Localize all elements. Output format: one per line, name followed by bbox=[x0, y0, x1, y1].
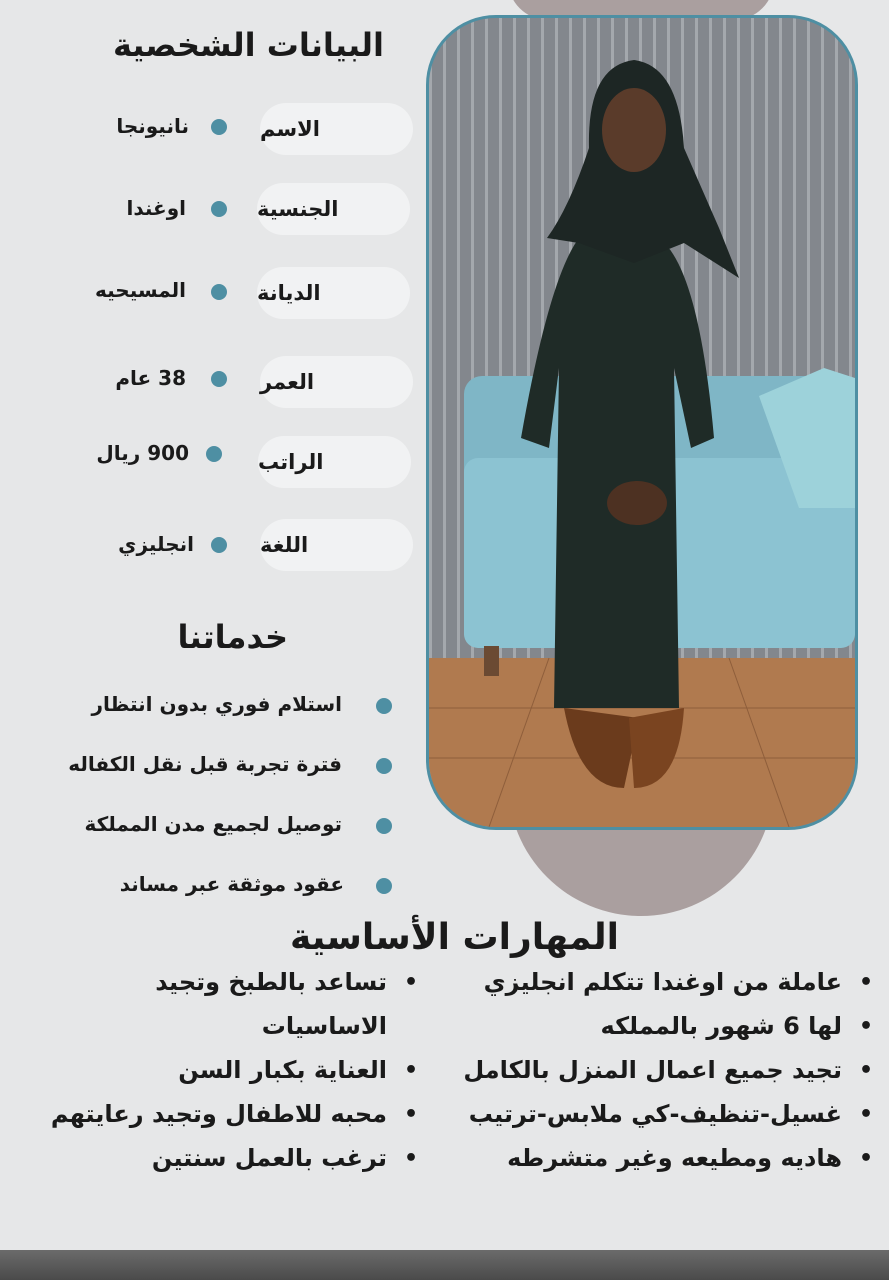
skill-item: لها 6 شهور بالمملكه bbox=[600, 1012, 842, 1040]
bullet-dot bbox=[211, 201, 227, 217]
footer-bar bbox=[0, 1250, 889, 1280]
label-age: العمر bbox=[260, 356, 413, 408]
worker-photo bbox=[426, 15, 858, 830]
service-item: فترة تجربة قبل نقل الكفاله bbox=[68, 752, 342, 776]
label-salary: الراتب bbox=[258, 436, 411, 488]
skill-bullet: • bbox=[859, 1058, 874, 1083]
skill-bullet: • bbox=[859, 1102, 874, 1127]
bullet-dot bbox=[376, 758, 392, 774]
value-nationality: اوغندا bbox=[126, 196, 186, 220]
value-age: 38 عام bbox=[115, 366, 186, 390]
skills-title: المهارات الأساسية bbox=[289, 917, 619, 958]
value-language: انجليزي bbox=[118, 532, 194, 556]
bullet-dot bbox=[211, 119, 227, 135]
skill-bullet: • bbox=[859, 1014, 874, 1039]
service-item: عقود موثقة عبر مساند bbox=[119, 872, 344, 896]
skill-bullet: • bbox=[404, 1146, 419, 1171]
skill-bullet: • bbox=[859, 970, 874, 995]
skill-item: عاملة من اوغندا تتكلم انجليزي bbox=[483, 968, 842, 996]
bullet-dot bbox=[376, 818, 392, 834]
bullet-dot bbox=[211, 537, 227, 553]
skill-bullet: • bbox=[859, 1146, 874, 1171]
skill-item: تجيد جميع اعمال المنزل بالكامل bbox=[463, 1056, 842, 1084]
value-name: نانيونجا bbox=[116, 114, 189, 138]
skill-item: محبه للاطفال وتجيد رعايتهم bbox=[50, 1100, 387, 1128]
bullet-dot bbox=[211, 371, 227, 387]
services-title: خدماتنا bbox=[177, 618, 288, 656]
value-salary: 900 ريال bbox=[96, 441, 189, 465]
skill-item-continued: الاساسيات bbox=[261, 1012, 387, 1040]
service-item: توصيل لجميع مدن المملكة bbox=[84, 812, 342, 836]
label-religion: الديانة bbox=[257, 267, 410, 319]
skill-item: غسيل-تنظيف-كي ملابس-ترتيب bbox=[468, 1100, 842, 1128]
personal-data-title: البيانات الشخصية bbox=[112, 26, 384, 64]
bullet-dot bbox=[206, 446, 222, 462]
value-religion: المسيحيه bbox=[95, 278, 186, 302]
label-language: اللغة bbox=[260, 519, 413, 571]
label-nationality: الجنسية bbox=[257, 183, 410, 235]
skill-bullet: • bbox=[404, 1102, 419, 1127]
skill-bullet: • bbox=[404, 1058, 419, 1083]
skill-item: تساعد بالطبخ وتجيد bbox=[155, 968, 387, 996]
service-item: استلام فوري بدون انتظار bbox=[91, 692, 342, 716]
label-name: الاسم bbox=[260, 103, 413, 155]
bullet-dot bbox=[211, 284, 227, 300]
skill-item: ترغب بالعمل سنتين bbox=[151, 1144, 387, 1172]
skill-bullet: • bbox=[404, 970, 419, 995]
bullet-dot bbox=[376, 698, 392, 714]
bullet-dot bbox=[376, 878, 392, 894]
skill-item: هاديه ومطيعه وغير متشرطه bbox=[507, 1144, 842, 1172]
skill-item: العناية بكبار السن bbox=[178, 1056, 387, 1084]
